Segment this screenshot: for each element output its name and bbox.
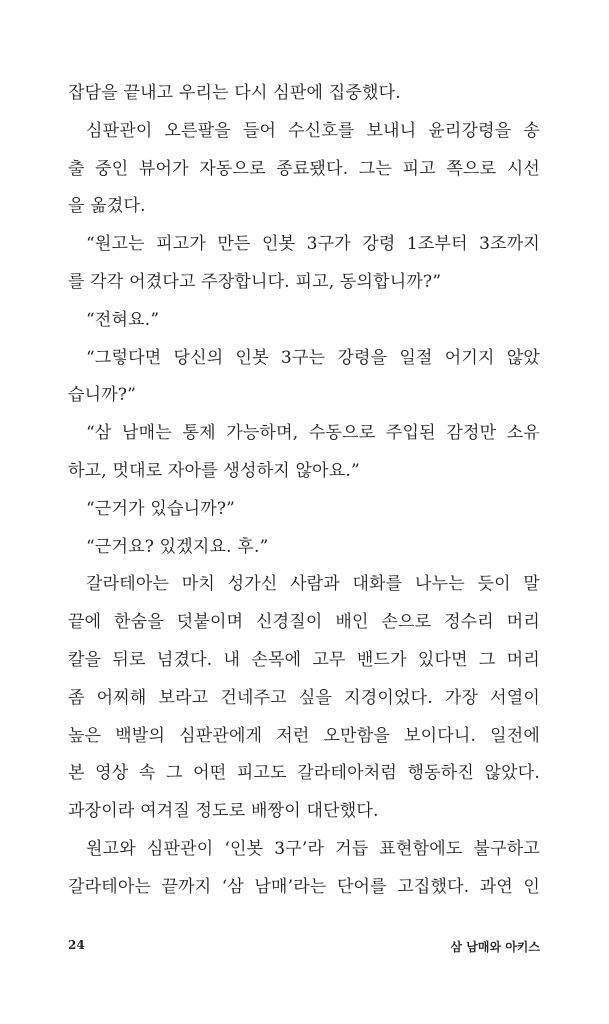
text-line: 끝에 한숨을 덧붙이며 신경질이 배인 손으로 정수리 머리 — [68, 612, 540, 633]
text-line: 을 옮겼다. — [68, 196, 146, 217]
text-line: “원고는 피고가 만든 인봇 3구가 강령 1조부터 3조까지 — [86, 234, 540, 255]
text-line: “전혀요.” — [86, 309, 160, 330]
text-line: 좀 어찌해 보라고 건네주고 싶을 지경이었다. 가장 서열이 — [68, 687, 540, 708]
paragraph — [68, 80, 540, 118]
paragraph — [68, 836, 540, 912]
text-line: “근거요? 있겠지요. 후.” — [86, 536, 269, 557]
text-line: 갈라테아는 마치 성가신 사람과 대화를 나누는 듯이 말 — [86, 574, 540, 595]
text-line: 출 중인 뷰어가 자동으로 종료됐다. 그는 피고 쪽으로 시선 — [68, 158, 540, 179]
body-text — [68, 80, 540, 912]
text-line: 칼을 뒤로 넘겼다. 내 손목에 고무 밴드가 있다면 그 머리 — [68, 649, 540, 670]
running-title: 삼 남매와 아키스 — [450, 940, 540, 954]
text-line: “삼 남매는 통제 가능하며, 수동으로 주입된 감정만 소유 — [86, 423, 540, 444]
paragraph — [68, 345, 540, 421]
paragraph — [68, 307, 540, 345]
text-line: 심판관이 오른팔을 들어 수신호를 보내니 윤리강령을 송 — [86, 120, 540, 141]
text-line: 본 영상 속 그 어떤 피고도 갈라테아처럼 행동하진 않았다. — [68, 763, 540, 784]
page-number: 24 — [68, 938, 85, 952]
text-line: 갈라테아는 끝까지 ‘삼 남매’라는 단어를 고집했다. 과연 인 — [68, 876, 540, 897]
text-line: 를 각각 어겼다고 주장합니다. 피고, 동의합니까?” — [68, 271, 442, 292]
text-line: 습니까?” — [68, 385, 137, 406]
text-line: 원고와 심판관이 ‘인봇 3구’라 거듭 표현함에도 불구하고 — [86, 838, 540, 859]
text-line: “근거가 있습니까?” — [86, 498, 236, 519]
paragraph — [68, 420, 540, 496]
text-line: 높은 백발의 심판관에게 저런 오만함을 보이다니. 일전에 — [68, 725, 540, 746]
paragraph — [68, 534, 540, 572]
paragraph — [68, 231, 540, 307]
text-line: 과장이라 여겨질 정도로 배짱이 대단했다. — [68, 801, 379, 822]
paragraph — [68, 571, 540, 836]
paragraph — [68, 118, 540, 231]
text-line: 하고, 멋대로 자아를 생성하지 않아요.” — [68, 460, 360, 481]
text-line: 잡담을 끝내고 우리는 다시 심판에 집중했다. — [68, 83, 401, 103]
text-line: “그렇다면 당신의 인봇 3구는 강령을 일절 어기지 않았 — [86, 347, 540, 368]
page-footer — [68, 938, 540, 955]
paragraph — [68, 496, 540, 534]
